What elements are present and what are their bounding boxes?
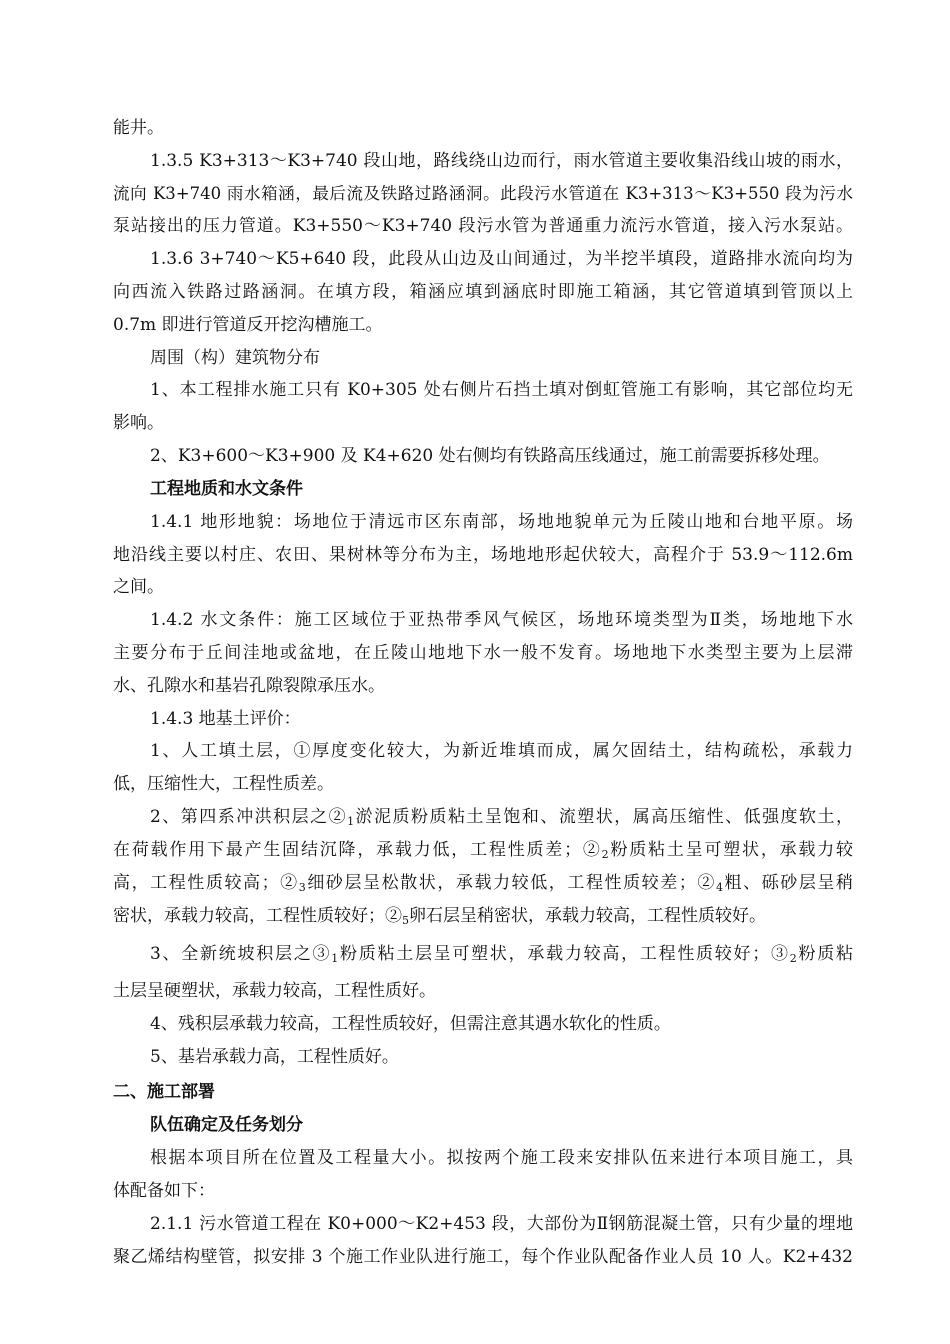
text-line: 4、残积层承载力较高，工程性质较好，但需注意其遇水软化的性质。 bbox=[150, 1014, 671, 1034]
text-line: 水、孔隙水和基岩孔隙裂隙承压水。 bbox=[113, 676, 385, 696]
text-line: 聚乙烯结构壁管，拟安排 3 个施工作业队进行施工，每个作业队配备作业人员 10 人。K2+432 bbox=[113, 1247, 853, 1267]
text-line: 主要分布于丘间洼地或盆地，在丘陵山地地下水一般不发育。场地地下水类型主要为上层滞 bbox=[113, 643, 853, 663]
text-segment: 细砂层呈松散状，承载力较低，工程性质较差；② bbox=[305, 873, 716, 893]
text-line: 2.1.1 污水管道工程在 K0+000～K2+453 段，大部份为Ⅱ钢筋混凝土管，只有少量的埋地 bbox=[150, 1214, 853, 1234]
text-line: 1.3.6 3+740～K5+640 段，此段从山边及山间通过，为半挖半填段，道路排水流向均为 bbox=[150, 249, 853, 269]
text-line: 土层呈硬塑状，承载力较高，工程性质好。 bbox=[113, 981, 436, 1001]
text-line bbox=[113, 838, 853, 862]
text-line: 0.7m 即进行管道反开挖沟槽施工。 bbox=[113, 315, 383, 335]
subscript: 1 bbox=[347, 815, 355, 828]
text-segment: 粉质粘土呈可塑状，承载力较 bbox=[608, 840, 854, 860]
text-segment: 密状，承载力较高，工程性质较好；② bbox=[113, 906, 402, 926]
text-line: 影响。 bbox=[113, 413, 164, 433]
section-heading: 二、施工部署 bbox=[113, 1082, 215, 1102]
text-line bbox=[113, 871, 853, 895]
subscript: 3 bbox=[298, 881, 306, 894]
text-line: 1.4.2 水文条件：施工区域位于亚热带季风气候区，场地环境类型为Ⅱ类，场地地下水 bbox=[150, 610, 853, 630]
text-line: 之间。 bbox=[113, 577, 164, 597]
subsection-heading: 周围（构）建筑物分布 bbox=[150, 348, 320, 368]
text-line: 流向 K3+740 雨水箱涵，最后流及铁路过路涵洞。此段污水管道在 K3+313～K3+550 段为污水 bbox=[113, 184, 853, 203]
text-line: 地沿线主要以村庄、农田、果树林等分布为主，场地地形起伏较大，高程介于 53.9～112.6m bbox=[113, 545, 853, 565]
subscript: 2 bbox=[789, 952, 797, 965]
text-line: 体配备如下： bbox=[113, 1181, 215, 1201]
text-segment: 卵石层呈稍密状，承载力较高，工程性质较好。 bbox=[409, 906, 766, 926]
subscript: 5 bbox=[402, 914, 409, 927]
subsection-heading: 工程地质和水文条件 bbox=[150, 479, 303, 499]
text-segment: 粉质粘 bbox=[796, 944, 854, 964]
text-line: 1.4.3 地基土评价： bbox=[150, 709, 301, 729]
text-line: 根据本项目所在位置及工程量大小。拟按两个施工段来安排队伍来进行本项目施工，具 bbox=[150, 1148, 853, 1168]
text-segment: 粗、砾砂层呈稍 bbox=[722, 873, 854, 893]
text-line: 2、K3+600～K3+900 及 K4+620 处右侧均有铁路高压线通过，施工前需要拆移处理。 bbox=[150, 446, 830, 466]
text-line bbox=[150, 805, 853, 829]
text-line: 5、基岩承载力高，工程性质好。 bbox=[150, 1047, 399, 1067]
subscript: 4 bbox=[715, 881, 723, 894]
text-line bbox=[150, 942, 853, 966]
text-segment: 粉质粘土层呈可塑状，承载力较高，工程性质较好；③ bbox=[338, 944, 790, 964]
text-segment: 在荷载作用下最产生固结沉降，承载力低，工程性质差；② bbox=[113, 840, 602, 860]
text-segment: 2、第四系冲洪积层之② bbox=[150, 807, 348, 827]
text-line: 泵站接出的压力管道。K3+550～K3+740 段污水管为普通重力流污水管道，接入污水泵站。 bbox=[113, 216, 853, 236]
text-line: 能井。 bbox=[113, 118, 164, 138]
text-line: 1.4.1 地形地貌：场地位于清远市区东南部，场地地貌单元为丘陵山地和台地平原。场 bbox=[150, 512, 853, 532]
text-line: 1.3.5 K3+313～K3+740 段山地，路线绕山边而行，雨水管道主要收集沿线山坡的雨水， bbox=[150, 151, 853, 171]
text-line: 1、本工程排水施工只有 K0+305 处右侧片石挡土填对倒虹管施工有影响，其它部位均无 bbox=[150, 380, 853, 400]
subsection-heading: 队伍确定及任务划分 bbox=[150, 1115, 303, 1135]
text-line: 1、人工填土层，①厚度变化较大，为新近堆填而成，属欠固结土，结构疏松，承载力 bbox=[150, 741, 853, 761]
subscript: 1 bbox=[331, 952, 339, 965]
text-segment: 淤泥质粉质粘土呈饱和、流塑状，属高压缩性、低强度软土， bbox=[354, 807, 853, 827]
text-line bbox=[113, 904, 853, 928]
text-line: 低，压缩性大，工程性质差。 bbox=[113, 774, 334, 794]
text-segment: 3、全新统坡积层之③ bbox=[150, 944, 332, 964]
subscript: 2 bbox=[601, 848, 609, 861]
text-line: 向西流入铁路过路涵洞。在填方段，箱涵应填到涵底时即施工箱涵，其它管道填到管顶以上 bbox=[113, 282, 853, 302]
text-segment: 高，工程性质较高；② bbox=[113, 873, 299, 893]
